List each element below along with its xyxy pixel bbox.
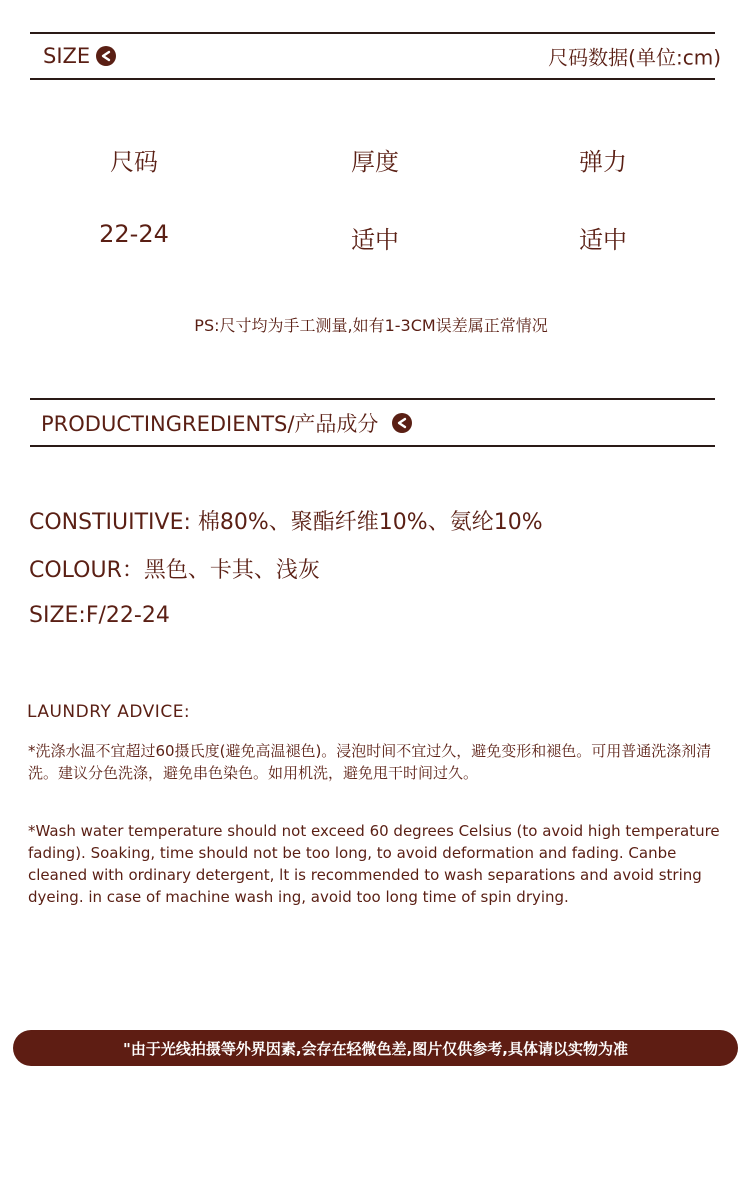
size-header <box>30 32 721 80</box>
size-header-subtitle: 尺码数据(单位:cm) <box>548 45 721 70</box>
size-header-title: SIZE <box>43 44 91 68</box>
size-line: SIZE:F/22-24 <box>29 603 170 628</box>
arrow-left-circle-icon <box>96 46 116 66</box>
size-table-header-elasticity: 弹力 <box>579 148 627 176</box>
size-table-header-size: 尺码 <box>110 148 158 176</box>
size-header-left <box>43 44 116 68</box>
ingredients-header-title: PRODUCTINGREDIENTS/产品成分 <box>41 411 379 436</box>
size-table-value-elasticity: 适中 <box>579 226 627 254</box>
color-disclaimer-banner <box>13 1030 738 1066</box>
size-table-value-size: 22-24 <box>99 220 169 248</box>
ingredients-header-left <box>41 408 412 438</box>
size-table-value-thickness: 适中 <box>351 226 399 254</box>
measurement-note: PS:尺寸均为手工测量,如有1-3CM误差属正常情况 <box>194 316 548 335</box>
colour-line: COLOUR：黑色、卡其、浅灰 <box>29 558 320 583</box>
ingredients-header <box>30 398 715 447</box>
laundry-title: LAUNDRY ADVICE: <box>27 702 191 722</box>
laundry-advice-chinese: *洗涤水温不宜超过60摄氏度(避免高温褪色)。浸泡时间不宜过久，避免变形和褪色。可用普通洗涤剂清洗。建议分色洗涤，避免串色染色。如用机洗，避免甩干时间过久。 <box>28 742 712 782</box>
arrow-left-circle-icon <box>392 413 412 433</box>
color-disclaimer-text: "由于光线拍摄等外界因素,会存在轻微色差,图片仅供参考,具体请以实物为准 <box>123 1039 628 1058</box>
constitutive-line: CONSTIUITIVE: 棉80%、聚酯纤维10%、氨纶10% <box>29 510 543 535</box>
laundry-advice-english: *Wash water temperature should not exceed 60 degrees Celsius (to avoid high temperature fading). Soaking, time should not be too long, to avoid deformation and fading. Canbe cleaned with ordinary detergent, lt is recommended to wash separations and avoid string dyeing. in case of machine wash ing, avoid too long time of spin drying. <box>28 822 720 906</box>
size-table-header-thickness: 厚度 <box>351 148 399 176</box>
